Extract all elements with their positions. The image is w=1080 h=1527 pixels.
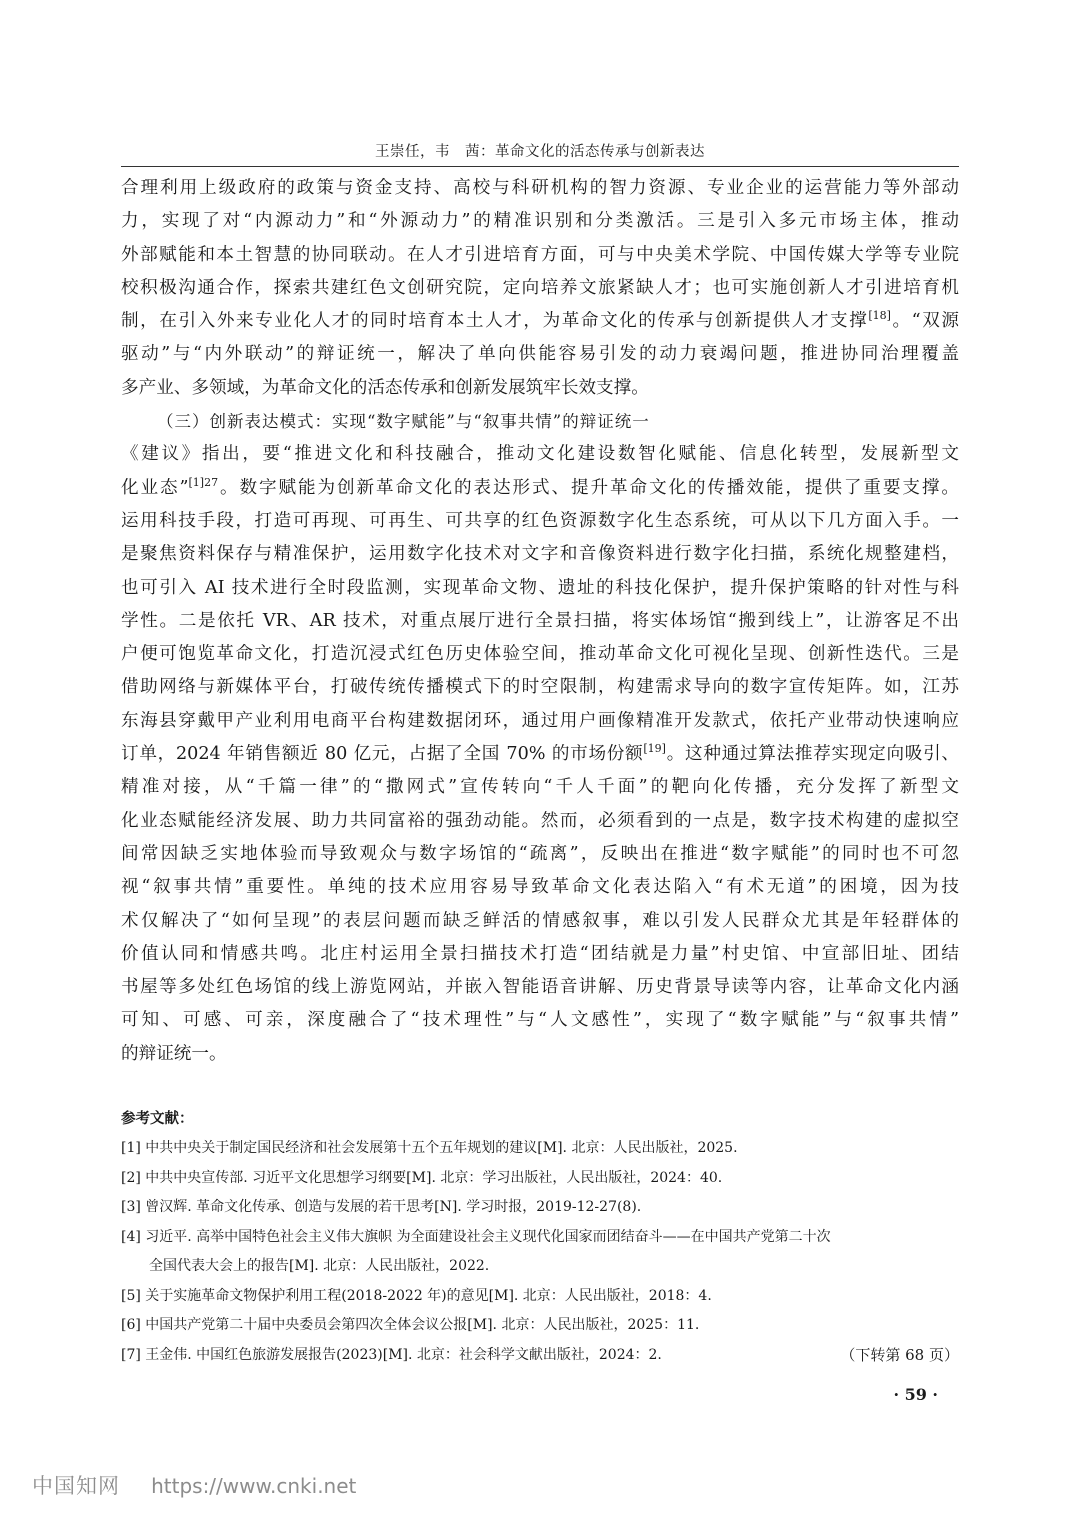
- text-segment: 。数字赋能为创新革命文化的表达形式、提升革命文化的传播效能，提供了重要支撑。: [218, 477, 959, 498]
- text-line: 的辩证统一。: [121, 1043, 227, 1064]
- citation-ref: [18]: [868, 309, 891, 323]
- text-line: [121, 472, 959, 505]
- reference-item: [7] 王金伟. 中国红色旅游发展报告(2023)[M]. 北京：社会科学文献出版社，2024：2.: [121, 1346, 662, 1363]
- text-line: 化业态赋能经济发展、助力共同富裕的强劲动能。然而，必须看到的一点是，数字技术构建的虚拟空: [121, 810, 959, 831]
- text-line: 可知、可感、可亲，深度融合了“技术理性”与“人文感性”，实现了“数字赋能”与“叙事共情”: [121, 1010, 959, 1031]
- reference-item: [2] 中共中央宣传部. 习近平文化思想学习纲要[M]. 北京：学习出版社，人民出版社，2024：40.: [121, 1169, 723, 1186]
- section-heading: （三）创新表达模式：实现“数字赋能”与“叙事共情”的辩证统一: [157, 412, 650, 432]
- reference-item: [5] 关于实施革命文物保护利用工程(2018-2022 年)的意见[M]. 北京：人民出版社，2018：4.: [121, 1287, 712, 1304]
- text-segment: 。“双源: [890, 311, 959, 332]
- header-rule: [121, 166, 959, 167]
- text-line: 精准对接，从“千篇一律”的“撒网式”宣传转向“千人千面”的靶向化传播，充分发挥了新型文: [121, 777, 959, 798]
- text-line: 间常因缺乏实地体验而导致观众与数字场馆的“疏离”，反映出在推进“数字赋能”的同时也不可忽: [121, 843, 959, 864]
- text-line: [121, 305, 959, 338]
- paragraph-1: [121, 172, 959, 405]
- text-line: 价值认同和情感共鸣。北庄村运用全景扫描技术打造“团结就是力量”村史馆、中宣部旧址、团结: [121, 943, 959, 964]
- page-number: · 59 ·: [893, 1385, 938, 1404]
- text-line: 学性。二是依托 VR、AR 技术，对重点展厅进行全景扫描，将实体场馆“搬到线上”，让游客足不出: [121, 610, 959, 631]
- text-line: 校积极沟通合作，探索共建红色文创研究院，定向培养文旅紧缺人才；也可实施创新人才引进培育机: [121, 277, 959, 298]
- reference-item-continuation: 全国代表大会上的报告[M]. 北京：人民出版社，2022.: [149, 1258, 490, 1274]
- reference-item: [6] 中国共产党第二十届中央委员会第四次全体会议公报[M]. 北京：人民出版社，2025：11.: [121, 1317, 700, 1333]
- text-line: 驱动”与“内外联动”的辩证统一，解决了单向供能容易引发的动力衰竭问题，推进协同治理覆盖: [121, 344, 959, 365]
- text-line: 也可引入 AI 技术进行全时段监测，实现革命文物、遗址的科技化保护，提升保护策略的针对性与科: [121, 577, 959, 598]
- running-header: 王崇任，韦 茜：革命文化的活态传承与创新表达: [375, 144, 705, 160]
- reference-item-last: [121, 1341, 959, 1371]
- article-body: [121, 172, 959, 1071]
- text-line: 运用科技手段，打造可再现、可再生、可共享的红色资源数字化生态系统，可从以下几方面入手。一: [121, 510, 959, 531]
- text-line: 书屋等多处红色场馆的线上游览网站，并嵌入智能语音讲解、历史背景导读等内容，让革命文化内涵: [121, 977, 959, 998]
- continued-note: （下转第 68 页）: [840, 1345, 959, 1364]
- text-line: 借助网络与新媒体平台，打破传统传播模式下的时空限制，构建需求导向的数字宣传矩阵。如，江苏: [121, 677, 959, 698]
- text-segment: 化业态”: [121, 477, 189, 498]
- cnki-url[interactable]: https://www.cnki.net: [151, 1474, 357, 1498]
- text-segment: 制，在引入外来专业化人才的同时培育本土人才，为革命文化的传承与创新提供人才支撑: [121, 311, 869, 332]
- text-line: 术仅解决了“如何呈现”的表层问题而缺乏鲜活的情感叙事，难以引发人民群众尤其是年轻群体的: [121, 910, 959, 931]
- text-segment: 订单，2024 年销售额近 80 亿元，占据了全国 70% 的市场份额: [121, 744, 644, 765]
- text-line: 力，实现了对“内源动力”和“外源动力”的精准识别和分类激活。三是引入多元市场主体，推动: [121, 211, 959, 232]
- watermark-footer: [32, 1466, 356, 1506]
- paragraph-2: [121, 438, 959, 1071]
- text-line: 视“叙事共情”重要性。单纯的技术应用容易导致革命文化表达陷入“有术无道”的困境，因为技: [121, 877, 959, 898]
- reference-item: [3] 曾汉辉. 革命文化传承、创造与发展的若干思考[N]. 学习时报，2019-12-27(8).: [121, 1199, 642, 1215]
- text-segment: 。这种通过算法推荐实现定向吸引、: [665, 744, 959, 765]
- reference-item: [1] 中共中央关于制定国民经济和社会发展第十五个五年规划的建议[M]. 北京：人民出版社，2025.: [121, 1140, 738, 1156]
- text-line: [121, 738, 959, 771]
- references-section: [121, 1104, 959, 1370]
- cnki-logo-text: 中国知网: [32, 1474, 120, 1498]
- text-line: 多产业、多领域，为革命文化的活态传承和创新发展筑牢长效支撑。: [121, 377, 649, 398]
- references-title: 参考文献：: [121, 1111, 194, 1127]
- text-line: 户便可饱览革命文化，打造沉浸式红色历史体验空间，推动革命文化可视化呈现、创新性迭代。三是: [121, 644, 959, 665]
- text-line: 外部赋能和本土智慧的协同联动。在人才引进培育方面，可与中央美术学院、中国传媒大学等专业院: [121, 244, 959, 265]
- text-line: 东海县穿戴甲产业利用电商平台构建数据闭环，通过用户画像精准开发款式，依托产业带动快速响应: [121, 710, 959, 731]
- text-line: 合理利用上级政府的政策与资金支持、高校与科研机构的智力资源、专业企业的运营能力等外部动: [121, 178, 959, 198]
- reference-item: [4] 习近平. 高举中国特色社会主义伟大旗帜 为全面建设社会主义现代化国家而团结奋斗——在中国共产党第二十次: [121, 1228, 831, 1245]
- citation-ref: [1]27: [188, 475, 219, 489]
- text-line: 《建议》指出，要“推进文化和科技融合，推动文化建设数智化赋能、信息化转型，发展新型文: [121, 444, 959, 465]
- citation-ref: [19]: [643, 742, 666, 756]
- text-line: 是聚焦资料保存与精准保护，运用数字化技术对文字和音像资料进行数字化扫描，系统化规整建档，: [121, 544, 959, 565]
